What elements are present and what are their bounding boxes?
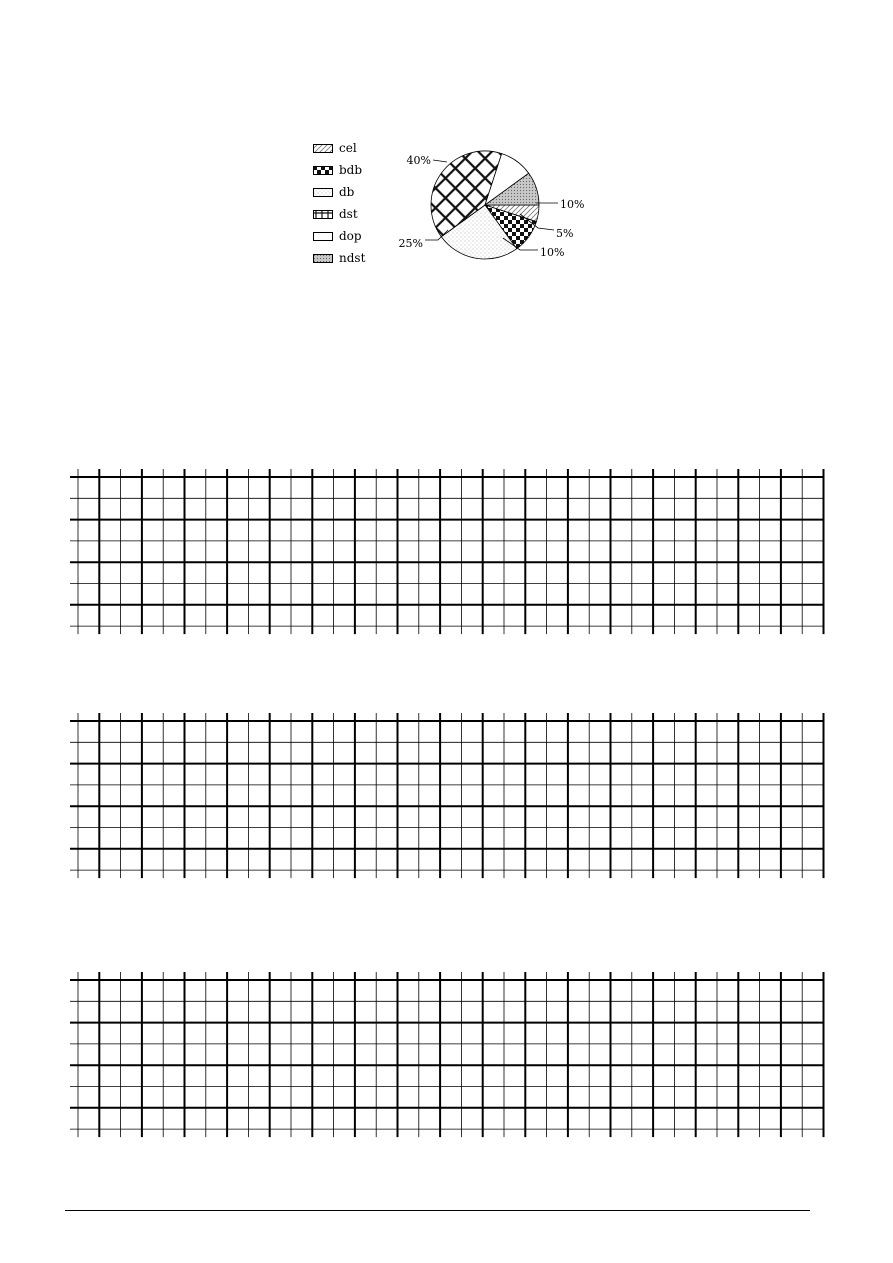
legend-item-ndst — [313, 250, 393, 266]
legend-swatch-db — [313, 188, 333, 197]
answer-grid-3 — [0, 965, 893, 1140]
data-label-ndst: 10% — [560, 198, 585, 211]
legend-label-bdb: bdb — [339, 163, 363, 177]
legend-label-dop: dop — [339, 229, 362, 243]
legend-swatch-cel — [313, 144, 333, 153]
leader-line-dst — [433, 160, 447, 162]
legend-swatch-dop — [313, 232, 333, 241]
answer-grid-1 — [0, 462, 893, 637]
data-label-bdb: 10% — [540, 246, 565, 259]
pie-slices — [431, 151, 539, 259]
legend-item-dst — [313, 206, 393, 222]
data-label-cel: 5% — [556, 227, 574, 240]
legend-swatch-ndst — [313, 254, 333, 263]
data-label-db: 25% — [398, 237, 423, 250]
footer-rule — [65, 1210, 810, 1211]
legend-swatch-dst — [313, 210, 333, 219]
legend-label-dst: dst — [339, 207, 358, 221]
legend-item-dop — [313, 228, 393, 244]
answer-grid-2 — [0, 706, 893, 881]
data-label-dst: 40% — [406, 154, 431, 167]
legend-label-cel: cel — [339, 141, 357, 155]
pie-chart — [0, 0, 893, 330]
legend-label-ndst: ndst — [339, 251, 366, 265]
legend-item-db — [313, 184, 393, 200]
legend-label-db: db — [339, 185, 355, 199]
legend-item-bdb — [313, 162, 393, 178]
legend-item-cel — [313, 140, 393, 156]
legend-swatch-bdb — [313, 166, 333, 175]
